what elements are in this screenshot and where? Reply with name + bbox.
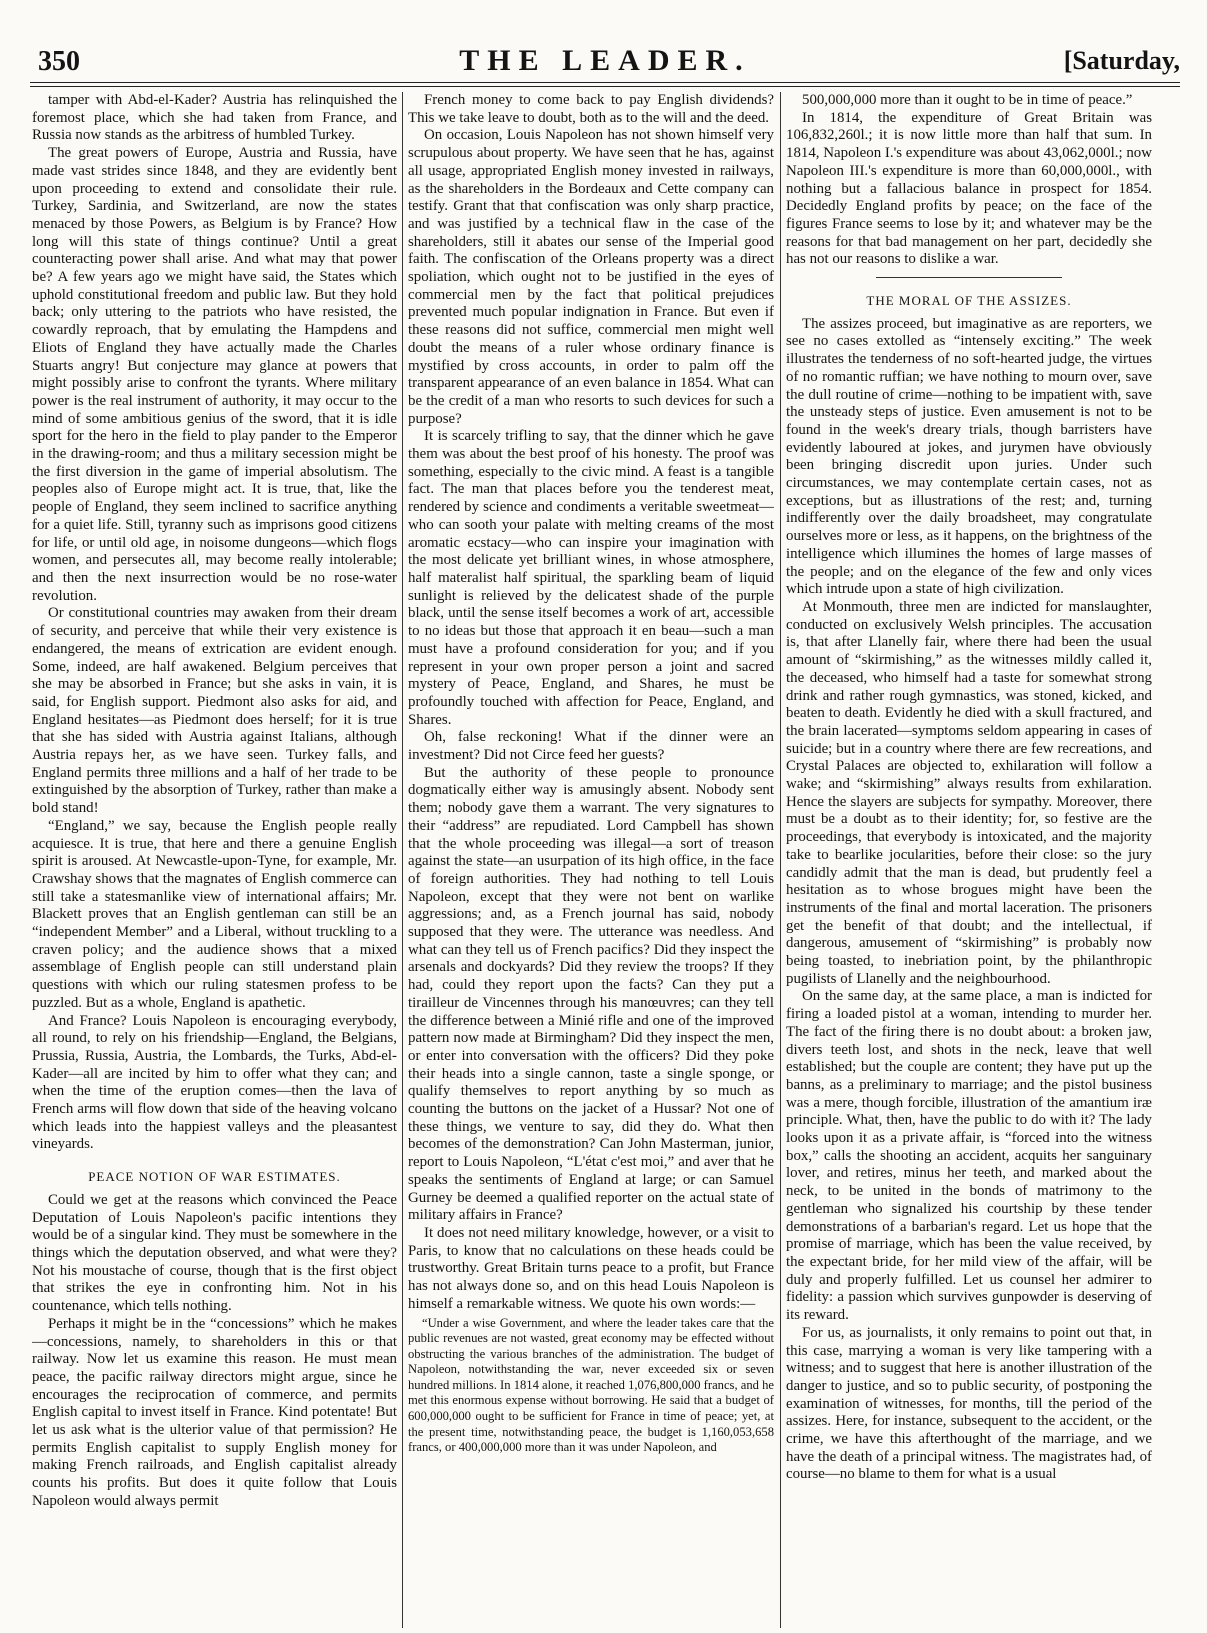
paragraph: French money to come back to pay English dividends? This we take leave to doubt, both as to the will and the deed. (408, 92, 774, 126)
paragraph: At Monmouth, three men are indicted for manslaughter, conducted on exclusively Welsh principles. The accusation is, that after Llanelly fair, where there had been the usual amount of “skirmishing,” as the witnesses mildly called it, the deceased, who himself had a taste for somewhat strong drink and rather rough gymnastics, was stoned, kicked, and beaten to death. Evidently he died with a skull fractured, and the brain lacerated—symptoms seldom appearing in cases of suicide; but in a country where there are few recreations, and Crystal Palaces are objected to, exhilaration will follow a wake; and “skirmishing” always results from exhilaration. Hence the slayers are subjects for sympathy. Moreover, there must be a doubt as to their identity; for, so festive are the proceedings, that everybody is intoxicated, and the majority take to bearlike jocularities, before their close: so the jury candidly admit that the man is dead, but prudently feel a hesitation as to whose brogues might have been the instruments of the final and mortal laceration. The prisoners get the benefit of that doubt; and the intellectual, if dangerous, amusement of “skirmishing” is probably now being toasted, to inebriation point, by the philanthropic pugilists of Llanelly and the neighbourhood. (786, 598, 1152, 987)
paragraph: On occasion, Louis Napoleon has not shown himself very scrupulous about property. We have seen that he has, against all usage, appropriated English money invested in railways, as the shareholders in the Bordeaux and Cette company can testify. Grant that that confiscation was only sharp practice, and was justified by a technical flaw in the case of the shareholders, still it abates our sense of the Imperial good faith. The confiscation of the Orleans property was a direct spoliation, which ought not to be justified in the eyes of commercial men by the fact that political prejudices prevented much popular indignation in France. But even if these reasons did not suffice, commercial men might well doubt the means of a ruler whose ordinary finance is mystified by cross accounts, in order to palm off the transparent appearance of an even balance in 1854. What can be the credit of a man who resorts to such devices for such a purpose? (408, 127, 774, 427)
paragraph: Or constitutional countries may awaken from their dream of security, and perceive that while their very existence is endangered, the means of extrication are evident enough. Some, indeed, are half awakened. Belgium perceives that she may be absorbed in France; but she asks in vain, it is said, for English support. Piedmont also asks for aid, and England hesitates—as Piedmont does herself; for it is true that she has sided with Austria against Italians, although Austria repays her, as we have seen. Turkey falls, and England permits three millions and a half of her trade to be extinguished by the absorption of Turkey, rather than make a bold stand! (32, 605, 397, 817)
column-2 (408, 92, 774, 1628)
article-heading: THE MORAL OF THE ASSIZES. (866, 293, 1072, 309)
header-rule (30, 82, 1180, 83)
newspaper-title: THE LEADER. (459, 44, 751, 77)
quotation: “Under a wise Government, and where the leader takes care that the public revenues are not wasted, great economy may be effected without obstructing the various branches of the administration. The budget of Napoleon, notwithstanding the war, never exceeded six or seven hundred millions. In 1814 alone, it reached 1,076,800,000 francs, and he met this enormous expense without borrowing. He said that a budget of 600,000,000 ought to be sufficient for France in time of peace; yet, at the present time, notwithstanding peace, the budget is 1,160,053,658 francs, or 400,000,000 more than it was under Napoleon, and (408, 1315, 774, 1455)
column-divider (402, 92, 403, 1628)
paragraph: In 1814, the expenditure of Great Britain was 106,832,260l.; it is now little more than half that sum. In 1814, Napoleon I.'s expenditure was about 43,062,000l.; now Napoleon III.'s expenditure is more than 60,000,000l., with nothing but a fallacious balance in prospect for 1854. Decidedly England profits by peace; on the face of the figures France seems to lose by it; and whatever may be the reasons for that bad management on her part, decidedly she has not our reasons to dislike a war. (786, 109, 1152, 268)
paragraph: On the same day, at the same place, a man is indicted for firing a loaded pistol at a woman, intending to murder her. The fact of the firing there is no doubt about: a broken jaw, divers teeth lost, and shots in the neck, leave that well established; but the couple are content; they have put up the banns, as a preliminary to marriage; and the pistol business was a mere, though forcible, illustration of the amantium iræ principle. What, then, have the public to do with it? The lady looks upon it as a private affair, is “forced into the witness box,” calls the shooting an accident, acquits her sanguinary lover, and retires, minus her teeth, and marked about the neck, to be united in the bonds of matrimony to the gentleman who signalized his courtship by these tender demonstrations of a barbarian's regard. Let us hope that the promise of marriage, which has been the value received, by the expectant bride, for her mild view of the affair, will be duly and properly fulfilled. Let us counsel her admirer to fidelity: a passion which survives gunpowder is deserving of its reward. (786, 988, 1152, 1324)
section-divider (876, 277, 1062, 278)
page-number: 350 (38, 46, 80, 77)
masthead (30, 44, 1180, 78)
paragraph: “England,” we say, because the English people really acquiesce. It is true, that here and there a genuine English spirit is aroused. At Newcastle-upon-Tyne, for example, Mr. Crawshay shows that the magnates of English commerce can still take a statesmanlike view of international affairs; Mr. Blackett proves that an English gentleman can still be an “independent Member” and a Liberal, without truckling to a craven policy; and the audience shows that a mixed assemblage of English people can still understand plain questions with which our ruling statesmen profess to be puzzled. But as a whole, England is apathetic. (32, 817, 397, 1011)
paragraph: The great powers of Europe, Austria and Russia, have made vast strides since 1848, and they are evidently bent upon proceeding to extend and consolidate their rule. Turkey, Sardinia, and Switzerland, are now the states menaced by those Powers, as Belgium is by France? How long will this state of things continue? Until a great counteracting power shall arise. And what may that power be? A few years ago we might have said, the States which uphold constitutional freedom and public law. But they hold back; only uttering to the patriots who have resisted, the cowardly reproach, that by emulating the Hampdens and Eliots of England they have actually made the Charles Stuarts angry! But conjecture may glance at powers that might possibly arise to confront the tyrants. Where military power is the real instrument of authority, it may occur to the mind of some ambitious genius of the sword, that it is idle sport for the hero in the field to play pander to the Emperor in the drawing-room; and thus a military secession might be the first diversion in the game of imperial absolutism. The peoples also of Europe might act. It is true, that, like the people of England, they seem inclined to sacrifice anything for a quiet life. Still, tyranny such as imprisons good citizens for life, or until old age, in noisome dungeons—which flogs women, and persecutes all, may become really intolerable; and then the next insurrection would be no rose-water revolution. (32, 145, 397, 604)
paragraph: It does not need military knowledge, however, or a visit to Paris, to know that no calculations on these heads could be trustworthy. Great Britain turns peace to a profit, but France has not always done so, and on this head Louis Napoleon is himself a remarkable witness. We quote his own words:— (408, 1225, 774, 1312)
header-rule-secondary (30, 86, 1180, 87)
paragraph: Oh, false reckoning! What if the dinner were an investment? Did not Circe feed her guests? (408, 729, 774, 764)
paragraph: 500,000,000 more than it ought to be in time of peace.” (802, 92, 1133, 108)
paragraph: And France? Louis Napoleon is encouraging everybody, all round, to rely on his friendship—England, the Belgians, Prussia, Russia, Austria, the Lombards, the Turks, Abd-el-Kader—all are incited by him to offer what they can; and when the time of the eruption comes—then the lava of French arms will flow down that side of the heaving volcano which leads into the happiest valleys and the pleasantest vineyards. (32, 1012, 397, 1153)
column-1 (32, 92, 397, 1628)
article-heading: PEACE NOTION OF WAR ESTIMATES. (88, 1169, 341, 1185)
paragraph: The assizes proceed, but imaginative as are reporters, we see no cases extolled as “intensely exciting.” The week illustrates the tenderness of no soft-hearted judge, the virtues of no romantic ruffian; we have nothing to mourn over, save the dull routine of crime—nothing to be impatient with, save the unsteady steps of justice. Even amusement is not to be found in the week's dreary trials, though barristers have evidently laboured at jokes, and jurymen have obviously been bringing discredit upon juries. Under such circumstances, we may contemplate certain cases, not as exceptions, but as illustrations of the rest; and, turning indifferently over the daily broadsheet, may congratulate ourselves more or less, as it happens, on the brightness of the intelligence which illumines the homes of large masses of the people; and on the elegance of the few and only vices which intrude upon a state of high civilization. (786, 315, 1152, 598)
column-divider (780, 92, 781, 1628)
issue-day: [Saturday, (1063, 46, 1180, 75)
paragraph: Perhaps it might be in the “concessions” which he makes—concessions, namely, to shareholders in this or that railway. Now let us examine this reason. He must mean peace, the pacific railway directors might argue, since he encourages the reciprocation of commerce, and permits English capital to invest itself in France. Kind potentate! But let us ask what is the ulterior value of that permission? He permits English capitalist to supply English money for making French railroads, and English capitalist already counts his profits. But does it quite follow that Louis Napoleon would always permit (32, 1315, 397, 1509)
paragraph: Could we get at the reasons which convinced the Peace Deputation of Louis Napoleon's pacific intentions they would be of a singular kind. They must be somewhere in the things which the deputation observed, and what were they? Not his moustache of course, though that is the first object that strikes the eye in confronting him. Not in his countenance, which tells nothing. (32, 1191, 397, 1315)
paragraph: tamper with Abd-el-Kader? Austria has relinquished the foremost place, which she had taken from France, and Russia now stands as the arbitress of humbled Turkey. (32, 92, 397, 144)
paragraph: But the authority of these people to pronounce dogmatically either way is amusingly absent. Nobody sent them; nobody gave them a warrant. The very signatures to their “address” are repudiated. Lord Campbell has shown that the whole proceeding was illegal—a sort of treason against the state—an usurpation of its high office, in the face of foreign authorities. They had nothing to tell Louis Napoleon, except that they were not bent on warlike aggressions; and, as a French journal has said, nobody supposed that they were. The utterance was needless. And what can they tell us of French pacifics? Did they inspect the arsenals and dockyards? Did they review the troops? If they had, could they report upon the facts? Can they put a tirailleur de Vincennes through his manœuvres; can they tell the difference between a Minié rifle and one of the improved pattern now made at Birmingham? Did they inspect the men, or enter into conversation with the officers? Did they poke their heads into a single cannon, taste a single sponge, or qualify themselves to report anything by so much as counting the buttons on the jacket of a Hussar? Not one of these things, we venture to say, did they do. What then becomes of the demonstration? Can John Masterman, junior, report to Louis Napoleon, “L'état c'est moi,” and aver that he speaks the sentiments of England at large; or can Samuel Gurney be deemed a qualified reporter on the actual state of military affairs in France? (408, 764, 774, 1224)
column-3 (786, 92, 1152, 1628)
paragraph: For us, as journalists, it only remains to point out that, in this case, marrying a woman is very like tampering with a witness; and to suggest that here is another illustration of the danger to justice, and so to public security, of postponing the examination of witnesses, for months, till the period of the assizes. Here, for instance, subsequent to the accident, or the crime, we have this afterthought of the marriage, and we have the death of a principal witness. The magistrates had, of course—no blame to them for what is a usual (786, 1324, 1152, 1483)
paragraph: It is scarcely trifling to say, that the dinner which he gave them was about the best proof of his honesty. The proof was something, especially to the civic mind. A feast is a tangible fact. The man that places before you the tenderest meat, rendered by science and condiments a veritable sweetmeat—who can sooth your palate with melting creams of the most aromatic ecstacy—who can inspire your imagination with the most delicate yet brilliant wines, in whose atmosphere, half materalist half spiritual, the sparkling beam of liquid sunlight is relieved by the delicatest shade of the purple black, until the sense itself becomes a work of art, accessible to no ideas but those that approach it en beau—such a man must have a profound consideration for you; and if you represent in your own proper person a joint and sacred mystery of Peace, England, and Shares, he must be profoundly touched with affection for Peace, England, and Shares. (408, 428, 774, 728)
